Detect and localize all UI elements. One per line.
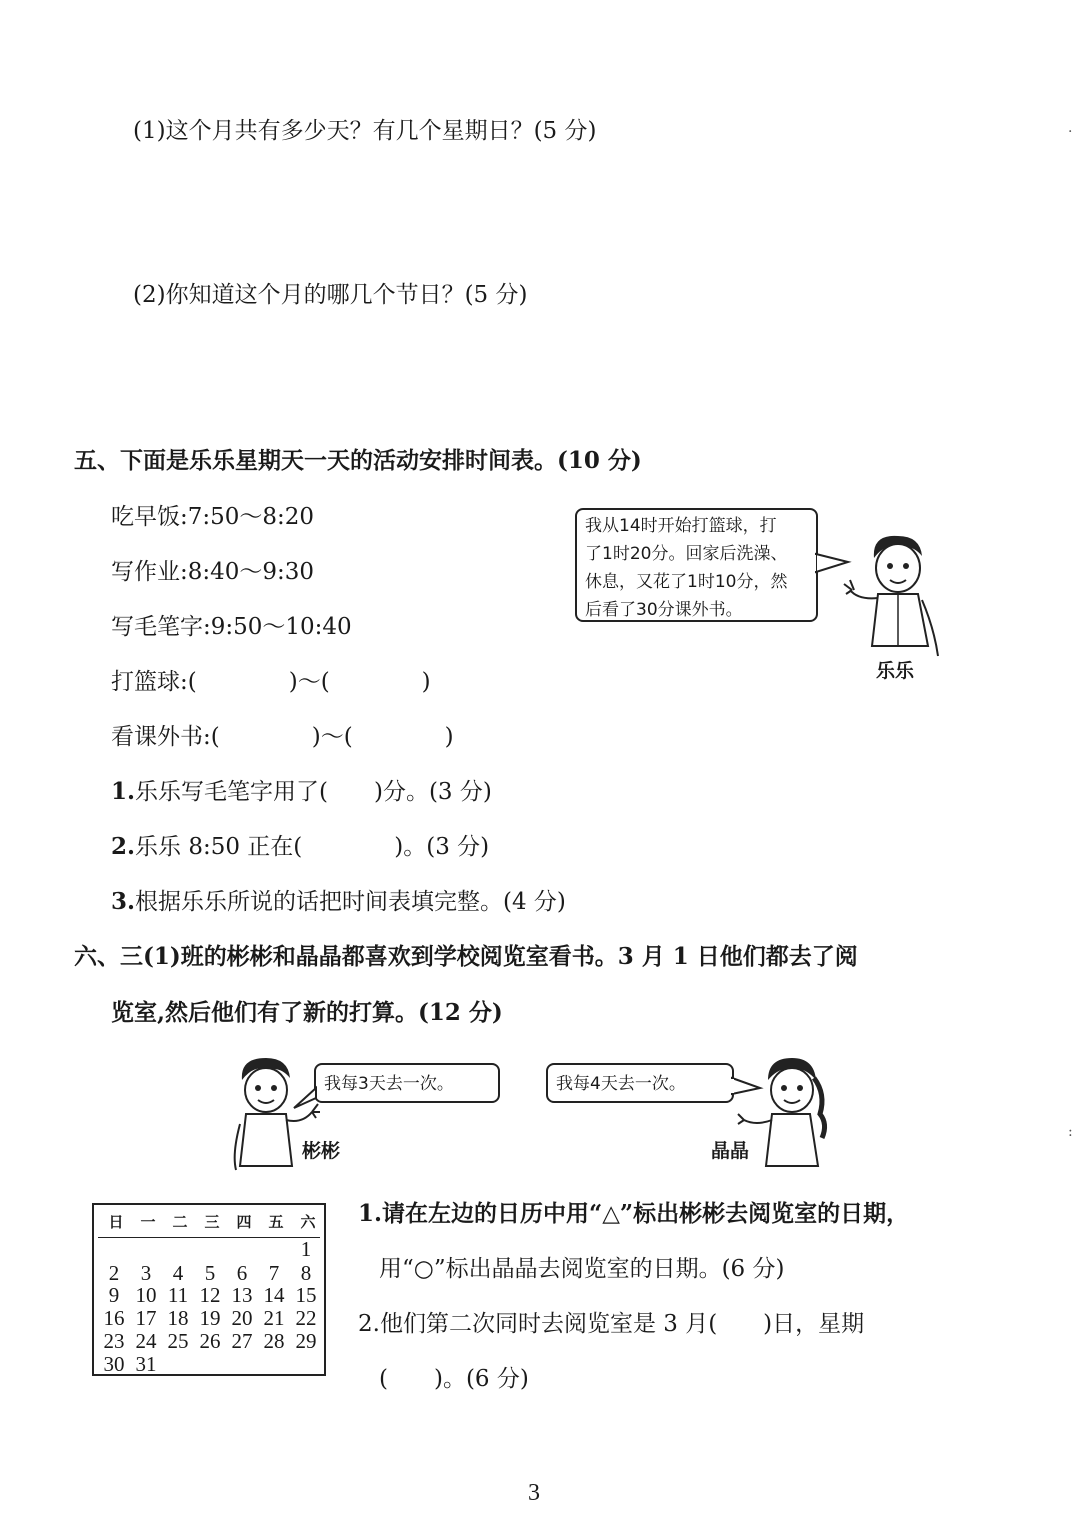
calendar-day: 10 — [135, 1283, 157, 1307]
weekday-tue: 二 — [172, 1213, 188, 1231]
scan-edge-mark: : — [1068, 1124, 1073, 1140]
march-calendar — [92, 1203, 326, 1376]
calendar-day: 30 — [103, 1352, 125, 1376]
calendar-day: 31 — [135, 1352, 157, 1376]
binbin-speech-bubble: 我每3天去一次。 — [314, 1063, 500, 1103]
lele-speech-bubble: 我从14时开始打篮球，打 了1时20分。回家后洗澡、 休息，又花了1时10分，然 后看了30分课外书。 — [575, 508, 818, 622]
calendar-day: 26 — [199, 1329, 221, 1353]
calendar-day: 15 — [295, 1283, 317, 1307]
schedule-breakfast: 吃早饭:7:50～8:20 — [111, 504, 315, 530]
calendar-day: 11 — [167, 1283, 189, 1307]
q4-sub2: (2)你知道这个月的哪几个节日？(5 分) — [133, 282, 528, 308]
q5-question-2: 2.乐乐 8:50 正在( )。(3 分) — [111, 833, 490, 860]
weekday-sun: 日 — [108, 1213, 124, 1231]
calendar-day: 7 — [268, 1261, 280, 1285]
weekday-sat: 六 — [300, 1213, 316, 1231]
weekday-fri: 五 — [268, 1213, 284, 1231]
calendar-day: 3 — [140, 1261, 152, 1285]
lele-name-label: 乐乐 — [876, 660, 915, 682]
calendar-weekday-header — [98, 1211, 320, 1238]
q5-question-3: 3.根据乐乐所说的话把时间表填完整。(4 分) — [111, 888, 566, 915]
calendar-day: 22 — [295, 1306, 317, 1330]
binbin-name-label: 彬彬 — [302, 1140, 341, 1162]
calendar-day: 16 — [103, 1306, 125, 1330]
q6-question1-line1: 1.请在左边的日历中用“△”标出彬彬去阅览室的日期， — [358, 1200, 910, 1227]
weekday-mon: 一 — [140, 1213, 156, 1231]
calendar-day: 18 — [167, 1306, 189, 1330]
calendar-day: 27 — [231, 1329, 253, 1353]
q4-sub1: (1)这个月共有多少天？有几个星期日？(5 分) — [133, 118, 597, 144]
calendar-day: 29 — [295, 1329, 317, 1353]
calendar-day: 25 — [167, 1329, 189, 1353]
page-number: 3 — [528, 1480, 540, 1506]
scan-edge-mark: · — [1068, 124, 1073, 140]
schedule-homework: 写作业:8:40～9:30 — [111, 559, 315, 585]
q6-question1-line2: 用“○”标出晶晶去阅览室的日期。(6 分) — [379, 1256, 785, 1282]
weekday-wed: 三 — [204, 1213, 220, 1231]
calendar-day: 9 — [108, 1283, 120, 1307]
jingjing-girl-illustration — [738, 1054, 834, 1174]
calendar-day: 6 — [236, 1261, 248, 1285]
calendar-day: 23 — [103, 1329, 125, 1353]
calendar-day: 1 — [300, 1237, 312, 1261]
q6-question2-line2: ( )。(6 分) — [379, 1366, 529, 1392]
calendar-day: 12 — [199, 1283, 221, 1307]
calendar-day: 8 — [300, 1261, 312, 1285]
q6-title-line1: 六、三(1)班的彬彬和晶晶都喜欢到学校阅览室看书。3 月 1 日他们都去了阅 — [74, 943, 858, 970]
schedule-reading: 看课外书:( )～( ) — [111, 724, 454, 750]
calendar-day: 4 — [172, 1261, 184, 1285]
calendar-day: 21 — [263, 1306, 285, 1330]
jingjing-name-label: 晶晶 — [711, 1140, 750, 1162]
schedule-basketball: 打篮球:( )～( ) — [111, 669, 431, 695]
calendar-day: 20 — [231, 1306, 253, 1330]
lele-boy-illustration — [842, 528, 942, 664]
schedule-calligraphy: 写毛笔字:9:50～10:40 — [111, 614, 352, 640]
calendar-day: 28 — [263, 1329, 285, 1353]
jingjing-speech-bubble: 我每4天去一次。 — [546, 1063, 734, 1103]
q5-title: 五、下面是乐乐星期天一天的活动安排时间表。(10 分) — [74, 447, 642, 474]
calendar-day: 14 — [263, 1283, 285, 1307]
q6-question2-line1: 2.他们第二次同时去阅览室是 3 月( )日，星期 — [358, 1311, 865, 1337]
calendar-day: 5 — [204, 1261, 216, 1285]
q5-question-1: 1.乐乐写毛笔字用了( )分。(3 分) — [111, 778, 492, 805]
calendar-day: 13 — [231, 1283, 253, 1307]
calendar-day: 2 — [108, 1261, 120, 1285]
q6-title-line2: 览室,然后他们有了新的打算。(12 分) — [111, 999, 503, 1026]
calendar-day: 19 — [199, 1306, 221, 1330]
calendar-day: 17 — [135, 1306, 157, 1330]
calendar-day: 24 — [135, 1329, 157, 1353]
binbin-bubble-tail — [292, 1088, 318, 1114]
weekday-thu: 四 — [236, 1213, 252, 1231]
